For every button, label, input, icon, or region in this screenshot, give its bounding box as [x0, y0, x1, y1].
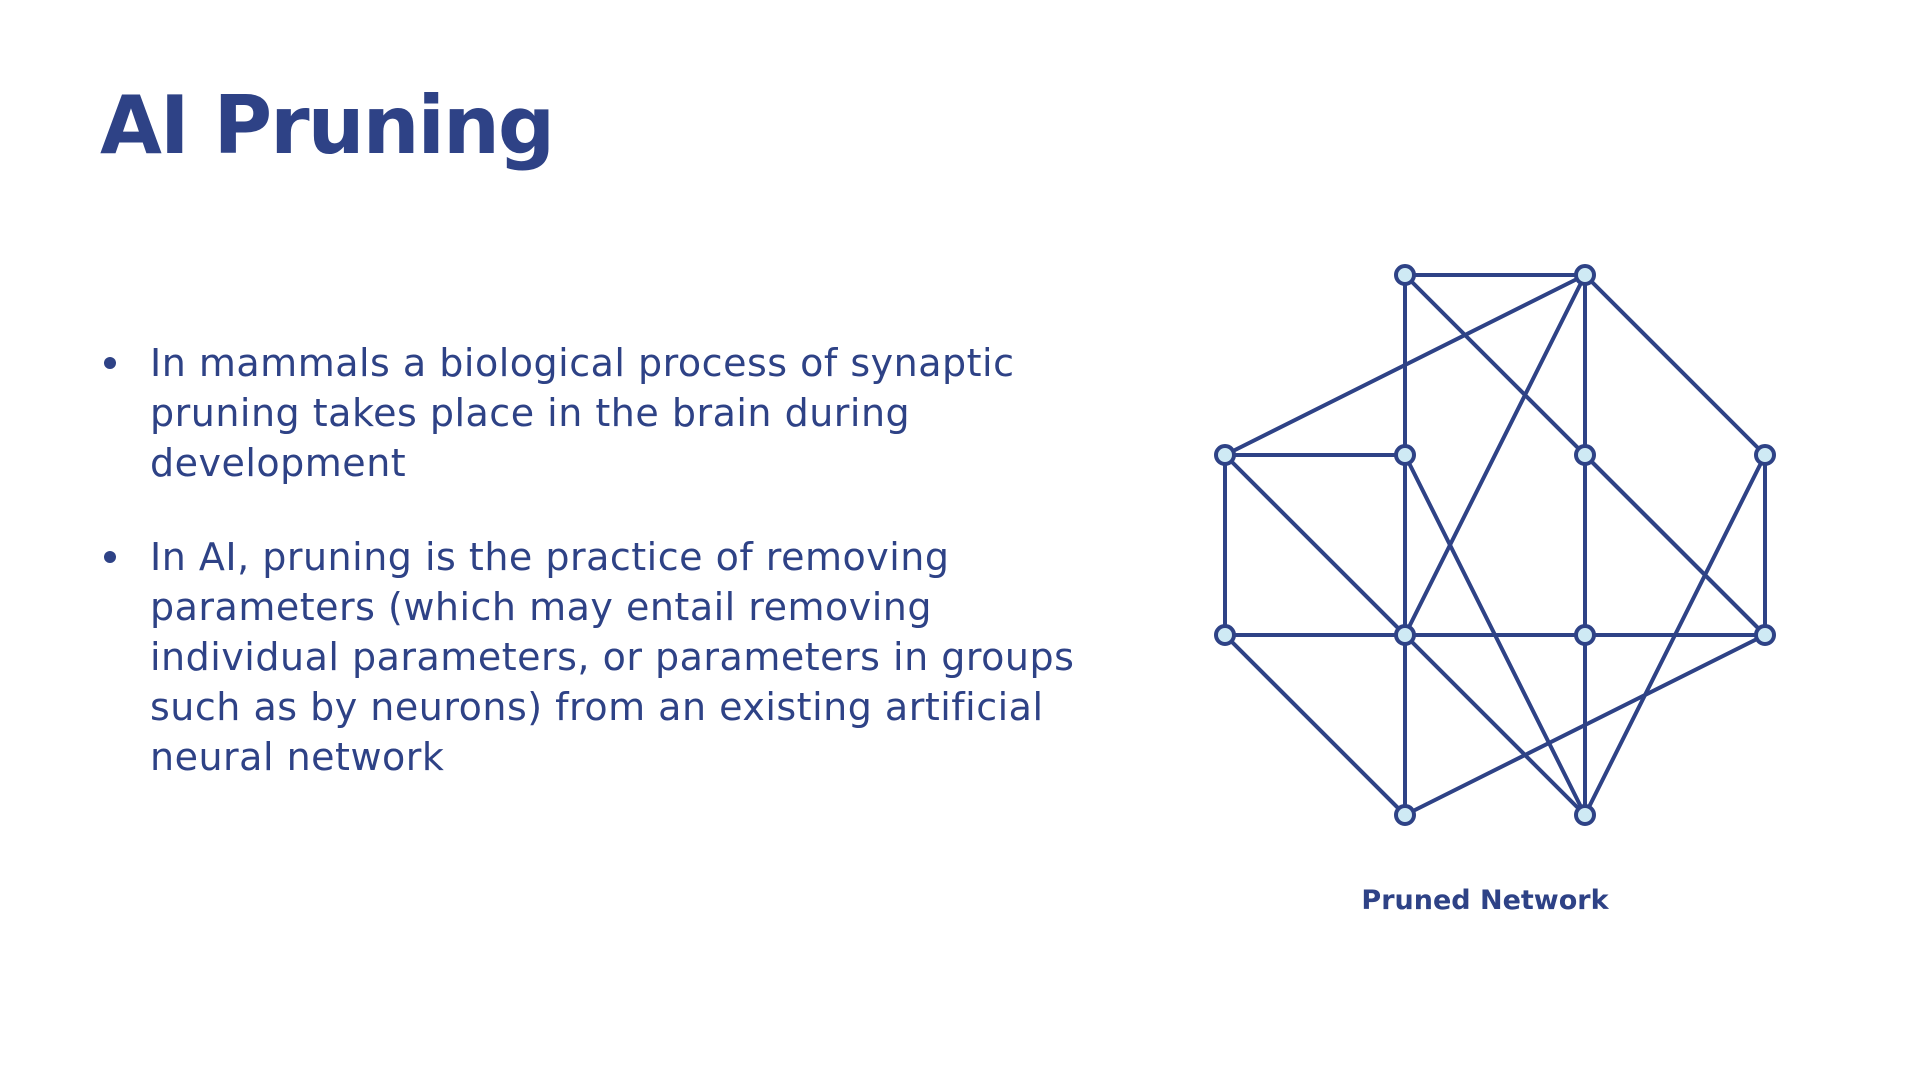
bullet-text: In AI, pruning is the practice of removing parameters (which may entail removing individual parameters, or parameters in groups such as by neurons) from an existing artificial neural network: [150, 535, 1075, 779]
slide-title: AI Pruning: [100, 79, 554, 172]
bullet-dot-icon: [104, 357, 116, 369]
network-node: [1396, 446, 1414, 464]
network-node: [1216, 446, 1234, 464]
network-node: [1396, 266, 1414, 284]
network-node: [1756, 446, 1774, 464]
bullet-item: [100, 532, 1100, 782]
network-node: [1576, 266, 1594, 284]
bullet-list: [100, 338, 1100, 826]
bullet-dot-icon: [104, 551, 116, 563]
bullet-text: In mammals a biological process of synaptic pruning takes place in the brain during development: [150, 341, 1015, 485]
network-caption: Pruned Network: [1361, 885, 1609, 916]
network-node: [1396, 806, 1414, 824]
network-edges: [1225, 275, 1765, 815]
network-edge: [1585, 275, 1765, 455]
network-node: [1756, 626, 1774, 644]
pruned-network-diagram: [1190, 250, 1790, 850]
network-edge: [1405, 275, 1585, 635]
bullet-item: [100, 338, 1100, 488]
network-node: [1216, 626, 1234, 644]
network-node: [1576, 626, 1594, 644]
network-node: [1576, 806, 1594, 824]
network-node: [1396, 626, 1414, 644]
network-edge: [1405, 635, 1585, 815]
network-node: [1576, 446, 1594, 464]
network-edge: [1225, 635, 1405, 815]
network-edge: [1585, 455, 1765, 635]
network-edge: [1225, 455, 1405, 635]
network-nodes: [1216, 266, 1774, 824]
